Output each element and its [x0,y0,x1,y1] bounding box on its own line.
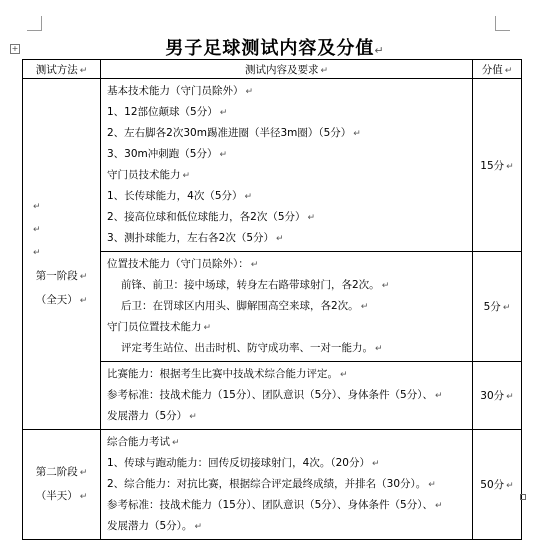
paragraph-mark-icon: ↵ [194,522,202,532]
score-value: 5分 [483,301,501,313]
content-line [107,338,468,359]
paragraph-mark-icon: ↵ [79,295,88,306]
method-label: 第一阶段 ↵ [35,269,88,282]
title-text: 男子足球测试内容及分值 [165,38,375,59]
content-line [107,474,468,495]
paragraph-mark-icon: ↵ [79,467,88,478]
page-corner-top-left [27,16,42,31]
paragraph-mark-icon: ↵ [353,129,361,139]
paragraph-mark-icon: ↵ [434,501,443,511]
header-method: 测试方法 ↵ [23,60,101,79]
content-line [107,165,468,186]
score-value: 50分 [480,479,505,491]
paragraph-mark-icon: ↵ [381,281,390,291]
paragraph-mark-icon: ↵ [506,392,514,402]
content-line [107,275,468,296]
paragraph-mark-icon: ↵ [182,171,191,181]
content-text: 前锋、前卫：接中场球，转身左右路带球射门，各2次。 [121,279,380,291]
content-line [107,453,468,474]
content-line [107,102,468,123]
paragraph-mark-icon: ↵ [244,192,253,202]
content-text: 后卫：在罚球区内用头、脚解围高空来球，各2次。 [121,300,359,312]
paragraph-mark-icon: ↵ [276,234,284,244]
table-row [23,430,522,540]
paragraph-mark-icon: ↵ [502,303,511,313]
content-line [107,516,468,537]
paragraph-mark-icon: ↵ [79,491,88,502]
content-line [107,317,468,338]
content-cell [101,79,473,252]
paragraph-mark-icon: ↵ [189,412,197,422]
content-text: 2、接高位球和低位球能力，各2次（5分） [107,211,306,223]
content-cell [101,252,473,362]
paragraph-mark-icon: ↵ [340,370,348,380]
content-text: 综合能力考试 [107,436,170,448]
content-text: 评定考生站位、出击时机、防守成功率、一对一能力。 [121,342,373,354]
method-cell [23,79,101,430]
score-value: 15分 [480,159,505,172]
content-line [107,385,468,406]
score-value: 30分 [480,390,505,402]
content-line [107,495,468,516]
content-text: 发展潜力（5分） [107,410,188,422]
content-text: 1、长传球能力，4次（5分） [107,190,243,202]
paragraph-mark-icon: ↵ [33,201,41,212]
content-cell [101,362,473,430]
score-cell [473,79,522,252]
content-line [107,81,468,102]
paragraph-mark-icon: ↵ [203,323,212,333]
paragraph-mark-icon: ↵ [219,108,228,118]
paragraph-mark-icon: ↵ [434,391,443,401]
paragraph-mark-icon: ↵ [33,247,41,258]
method-label: 第二阶段 ↵ [35,465,88,478]
content-text: 2、综合能力：对抗比赛，根据综合评定最终成绩，并排名（30分）。 [107,478,427,490]
header-content: 测试内容及要求 ↵ [101,60,473,79]
content-line [107,186,468,207]
content-line [107,254,468,275]
paragraph-mark-icon: ↵ [33,224,41,235]
method-label: （全天） ↵ [35,293,88,306]
score-cell [473,362,522,430]
header-score: 分值 ↵ [473,60,522,79]
content-line [107,406,468,427]
paragraph-mark-icon: ↵ [79,271,88,282]
content-text: 3、30m冲刺跑（5分） [107,148,218,160]
content-line [107,123,468,144]
content-text: 守门员位置技术能力 [107,321,202,333]
content-line [107,364,468,385]
document-title [0,34,550,60]
content-text: 3、测扑球能力，左右各2次（5分） [107,232,275,244]
content-line [107,144,468,165]
content-text: 比赛能力：根据考生比赛中技战术综合能力评定。 [107,368,338,380]
score-cell [473,430,522,540]
end-of-table-marker [520,494,526,500]
content-text: 基本技术能力（守门员除外） [107,85,244,97]
paragraph-mark-icon: ↵ [375,344,383,354]
paragraph-mark-icon: ↵ [307,213,316,223]
paragraph-mark-icon: ↵ [360,302,369,312]
paragraph-mark-icon: ↵ [245,87,254,97]
content-cell [101,430,473,540]
page-corner-top-right [495,16,510,31]
paragraph-mark-icon: ↵ [428,480,436,490]
score-cell [473,252,522,362]
content-line [107,296,468,317]
paragraph-mark-icon: ↵ [371,459,380,469]
content-text: 参考标准：技战术能力（15分）、团队意识（5分）、身体条件（5分）、 [107,499,433,511]
content-line [107,432,468,453]
content-text: 参考标准：技战术能力（15分）、团队意识（5分）、身体条件（5分）、 [107,389,433,401]
paragraph-mark-icon: ↵ [374,44,385,57]
content-text: 守门员技术能力 [107,169,181,181]
table-row [23,79,522,252]
method-label: （半天） ↵ [35,489,88,502]
content-text: 1、传球与跑动能力：回传反切接球射门，4次。（20分） [107,457,370,469]
content-text: 2、左右脚各2次30m踢准进圈（半径3m圈）（5分） [107,127,352,139]
paragraph-mark-icon: ↵ [250,260,259,270]
paragraph-mark-icon: ↵ [506,481,514,491]
content-line [107,207,468,228]
content-text: 位置技术能力（守门员除外）： [107,258,249,270]
paragraph-mark-icon: ↵ [506,161,514,172]
content-line [107,228,468,249]
content-text: 1、12部位颠球（5分） [107,106,218,118]
test-content-table [22,59,522,540]
paragraph-mark-icon: ↵ [219,150,227,160]
paragraph-mark-icon: ↵ [172,438,180,448]
table-header-row [23,60,522,79]
content-text: 发展潜力（5分）。 [107,520,193,532]
method-cell [23,430,101,540]
move-handle-icon[interactable]: + [11,44,19,53]
